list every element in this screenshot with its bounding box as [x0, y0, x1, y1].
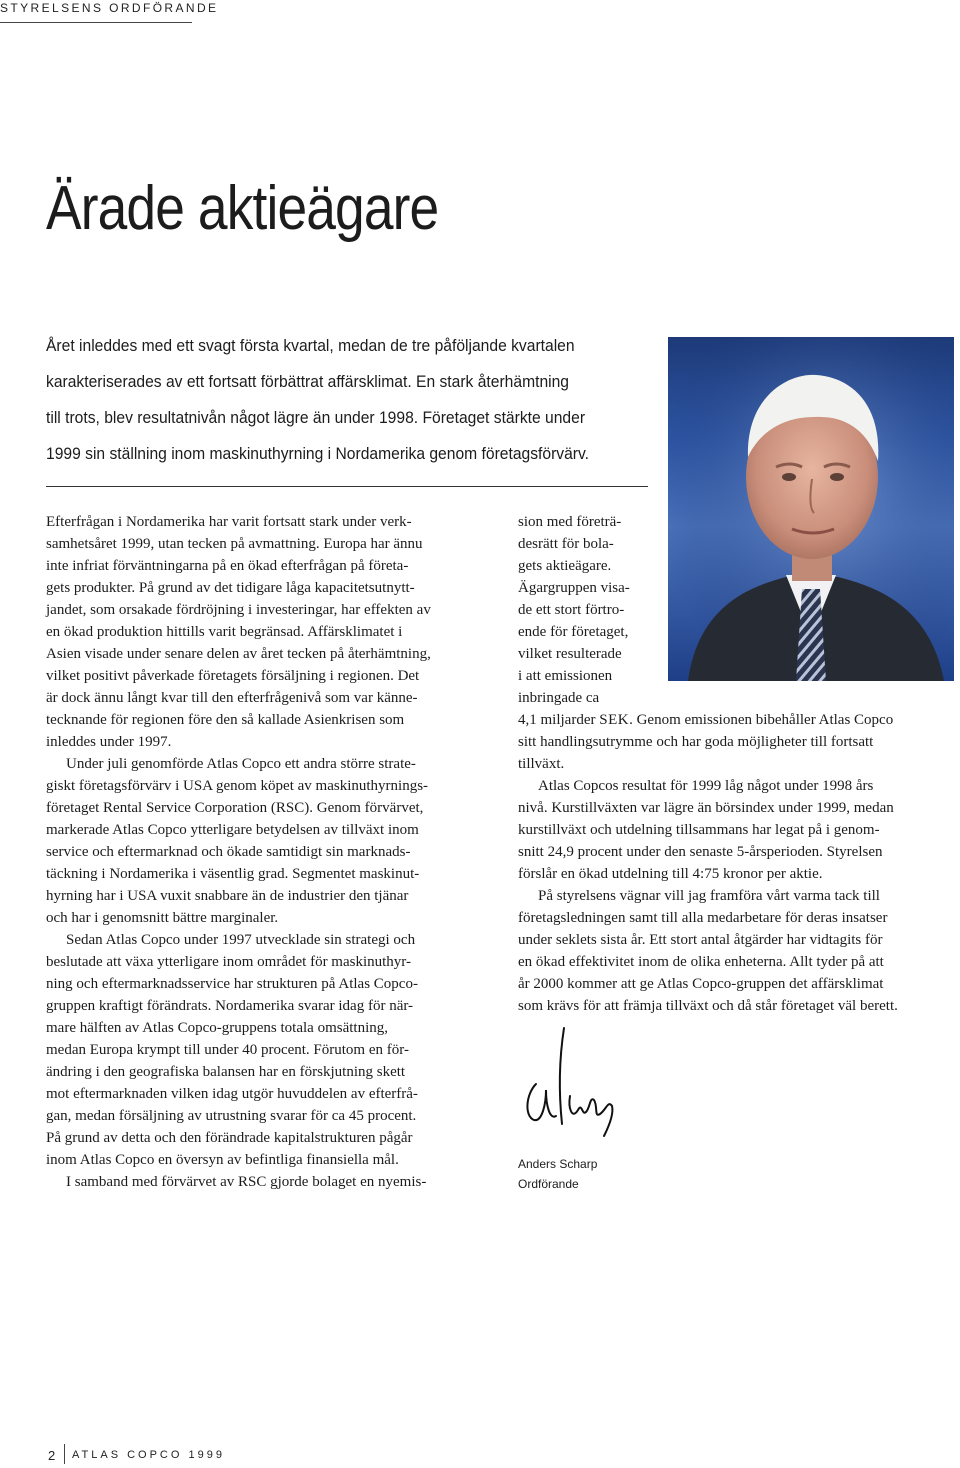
text-line: medan Europa krympt till under 40 procent. Förutom en för-: [46, 1042, 409, 1058]
section-label: [0, 0, 219, 23]
text-line: förslår en ökad utdelning till 4:75 kronor per aktie.: [518, 866, 823, 882]
text-line: ändring i den geografiska balansen har en förskjutning skett: [46, 1064, 406, 1080]
text-line: en ökad produktion hittills varit begränsad. Affärsklimatet i: [46, 624, 403, 640]
text-line: sion med företrä-: [518, 514, 622, 530]
text-line: Ägargruppen visa-: [518, 580, 630, 596]
intro-line: Året inleddes med ett svagt första kvartal, medan de tre påföljande kvartalen: [46, 336, 575, 355]
amount-text: 4,1 miljarder: [518, 712, 600, 728]
signer-role: Ordförande: [518, 1177, 579, 1191]
text-line: tillväxt.: [518, 756, 565, 772]
text-line: gets produkter. På grund av det tidigare låga kapacitetsutnytt-: [46, 580, 415, 596]
publication-name: ATLAS COPCO 1999: [72, 1449, 225, 1461]
footer-divider: [64, 1444, 65, 1464]
text-line: företaget Rental Service Corporation (RSC). Genom förvärvet,: [46, 800, 424, 816]
portrait-illustration: [668, 337, 954, 681]
text-line: inbringade ca: [518, 690, 600, 706]
text-line: Efterfrågan i Nordamerika har varit fortsatt stark under verk-: [46, 514, 412, 530]
text-line: vilket resulterade: [518, 646, 622, 662]
text-line: vilket positivt påverkade företagets försäljning i regionen. Det: [46, 668, 420, 684]
text-line: är dock ännu långt kvar till den efterfrågenivå som var känne-: [46, 690, 418, 706]
text-line: samhetsåret 1999, utan tecken på avmattning. Europa har ännu: [46, 536, 423, 552]
text-line: sitt handlingsutrymme och har goda möjligheter till fortsatt: [518, 734, 874, 750]
paragraph: [518, 885, 958, 1017]
text-line: täckning i Nordamerika i väsentlig grad. Segmentet maskinut-: [46, 866, 420, 882]
paragraph: [518, 775, 958, 885]
currency-text: SEK: [599, 712, 630, 728]
text-line: under seklets sista år. Ett stort antal åtgärder har vidtagits för: [518, 932, 883, 948]
paragraph: [46, 753, 506, 929]
text-line: i att emissionen: [518, 668, 613, 684]
text-line: Sedan Atlas Copco under 1997 utvecklade sin strategi och: [66, 932, 416, 948]
text-line: inleddes under 1997.: [46, 734, 172, 750]
text-line: På grund av detta och den förändrade kapitalstrukturen pågår: [46, 1130, 413, 1146]
text-line: ende för företaget,: [518, 624, 629, 640]
intro-line: 1999 sin ställning inom maskinuthyrning i Nordamerika genom företagsförvärv.: [46, 444, 590, 463]
text-line: markerade Atlas Copco ytterligare betydelsen av tillväxt inom: [46, 822, 419, 838]
text-line: kurstillväxt och utdelning tillsammans har legat på i genom-: [518, 822, 880, 838]
text-fragment: . Genom emissionen bibehåller Atlas Copco: [629, 712, 894, 728]
text-line: inte infriat förväntningarna på en ökad efterfrågan på företa-: [46, 558, 409, 574]
paragraph: [518, 709, 958, 775]
paragraph: [46, 1171, 506, 1193]
text-line: [518, 709, 958, 731]
text-line: de ett stort förtro-: [518, 602, 625, 618]
text-line: och har i genomsnitt bättre marginaler.: [46, 910, 279, 926]
text-line: Asien visade under senare delen av året tecken på återhämtning,: [46, 646, 431, 662]
divider: [46, 486, 648, 487]
body-column-right-top: [518, 511, 658, 709]
text-line: hyrning har i USA vuxit snabbare än de industrier den tjänar: [46, 888, 409, 904]
text-line: Under juli genomförde Atlas Copco ett andra större strate-: [66, 756, 416, 772]
text-line: mare hälften av Atlas Copco-gruppens totala omsättning,: [46, 1020, 388, 1036]
paragraph: [46, 511, 506, 753]
body-column-left: [46, 511, 506, 1193]
text-line: gets aktieägare.: [518, 558, 612, 574]
text-line: Atlas Copcos resultat för 1999 låg något under 1998 års: [538, 778, 874, 794]
chairman-portrait: [668, 337, 954, 681]
text-line: mot eftermarknaden vilken idag utgör huvuddelen av efterfrå-: [46, 1086, 418, 1102]
paragraph: [46, 929, 506, 1171]
signer-block: [518, 1154, 597, 1194]
text-line: år 2000 kommer att ge Atlas Copco-gruppen det affärsklimat: [518, 976, 884, 992]
text-line: gruppen kraftigt förändrats. Nordamerika svarar idag för när-: [46, 998, 414, 1014]
text-line: giskt företagsförvärv i USA genom köpet av maskinuthyrnings-: [46, 778, 429, 794]
intro-paragraph: [46, 328, 686, 472]
intro-line: till trots, blev resultatnivån något lägre än under 1998. Företaget stärkte under: [46, 408, 586, 427]
text-line: tecknande för regionen före den så kallade Asienkrisen som: [46, 712, 405, 728]
text-line: en ökad effektivitet inom de olika enheterna. Allt tyder på att: [518, 954, 884, 970]
text-line: desrätt för bola-: [518, 536, 614, 552]
handwritten-signature: [516, 1024, 626, 1144]
text-line: service och eftermarknad och ökade samtidigt sin marknads-: [46, 844, 411, 860]
text-line: inom Atlas Copco en översyn av befintliga finansiella mål.: [46, 1152, 399, 1168]
text-line: ning och eftermarknadsservice har strukturen på Atlas Copco-: [46, 976, 418, 992]
text-line: jandet, som orsakade fördröjning i investeringar, har effekten av: [46, 602, 431, 618]
text-line: I samband med förvärvet av RSC gjorde bolaget en nyemis-: [66, 1174, 427, 1190]
section-label-text: STYRELSENS ORDFÖRANDE: [0, 1, 219, 15]
page-number: 2: [48, 1448, 56, 1463]
page-title: Ärade aktieägare: [46, 174, 439, 243]
text-line: På styrelsens vägnar vill jag framföra vårt varma tack till: [538, 888, 880, 904]
text-line: nivå. Kurstillväxten var lägre än börsindex under 1999, medan: [518, 800, 894, 816]
body-column-right: [518, 709, 958, 1017]
signer-name: Anders Scharp: [518, 1157, 598, 1171]
text-line: företagsledningen samt till alla medarbetare för deras insatser: [518, 910, 888, 926]
text-line: snitt 24,9 procent under den senaste 5-årsperioden. Styrelsen: [518, 844, 883, 860]
text-line: gan, medan försäljning av utrustning svarar för ca 45 procent.: [46, 1108, 417, 1124]
intro-line: karakteriserades av ett fortsatt förbättrat affärsklimat. En stark återhämtning: [46, 372, 570, 391]
text-line: beslutade att växa ytterligare inom området för maskinuthyr-: [46, 954, 411, 970]
text-line: som krävs för att främja tillväxt och då står företaget väl berett.: [518, 998, 898, 1014]
